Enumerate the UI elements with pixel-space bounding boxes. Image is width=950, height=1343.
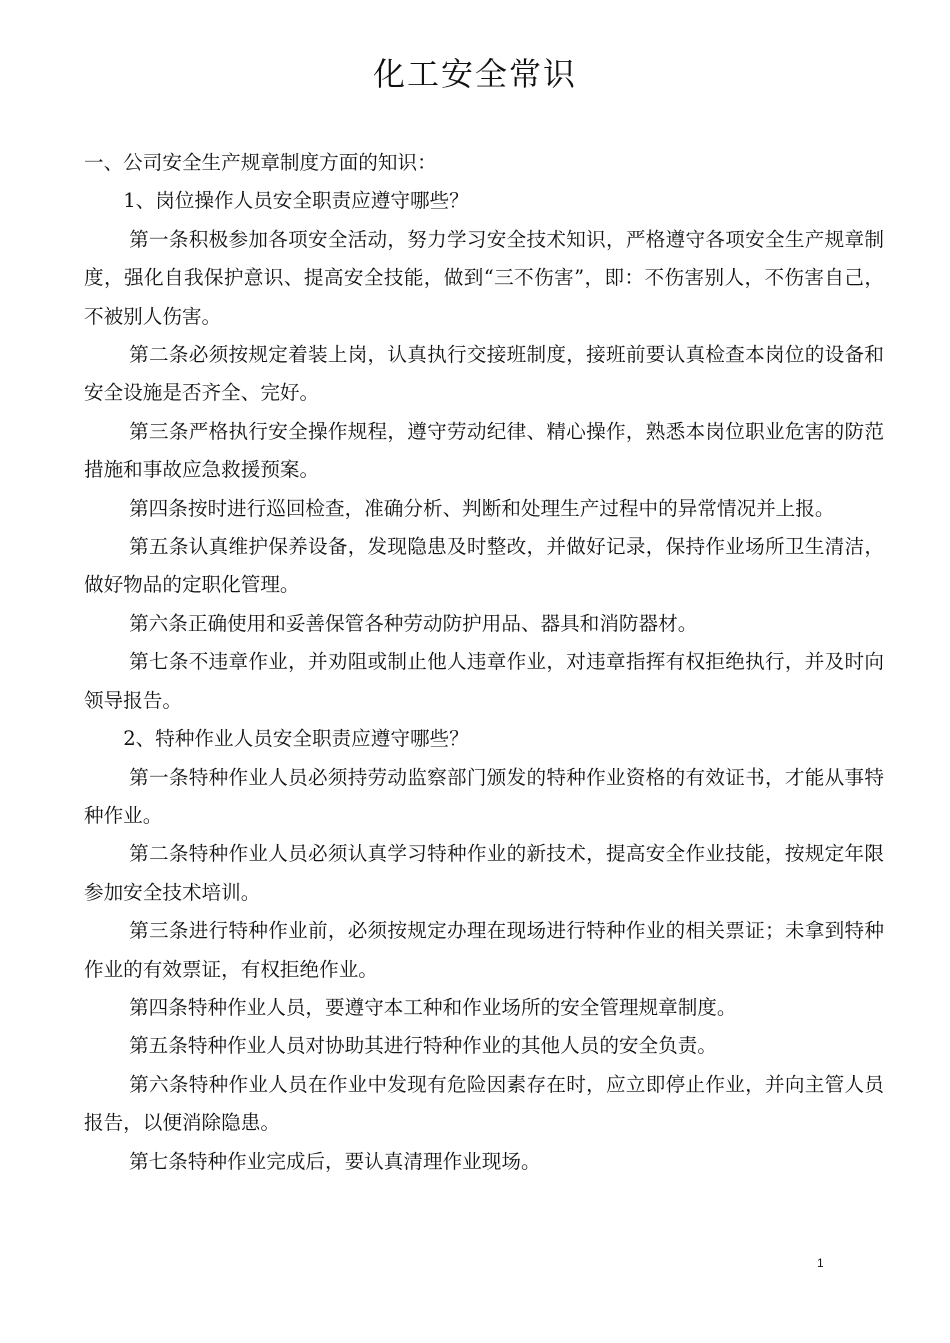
article-paragraph: 第七条特种作业完成后，要认真清理作业现场。 [129,1149,541,1173]
article-paragraph: 第一条积极参加各项安全活动，努力学习安全技术知识，严格遵守各项安全生产规章制度，强化自我保护意识、提高安全技能，做到“三不伤害”，即：不伤害别人，不伤害自己，不被别人伤害。 [84,227,884,328]
article-paragraph: 第二条必须按规定着装上岗，认真执行交接班制度，接班前要认真检查本岗位的设备和安全设施是否齐全、完好。 [84,343,884,405]
article-paragraph: 第一条特种作业人员必须持劳动监察部门颁发的特种作业资格的有效证书，才能从事特种作业。 [84,765,884,827]
article-paragraph: 第七条不违章作业，并劝阻或制止他人违章作业，对违章指挥有权拒绝执行，并及时向领导报告。 [84,650,884,712]
page-title: 化工安全常识 [372,55,577,93]
section-heading: 一、公司安全生产规章制度方面的知识： [84,151,437,174]
article-paragraph: 第三条进行特种作业前，必须按规定办理在现场进行特种作业的相关票证；未拿到特种作业的有效票证，有权拒绝作业。 [84,919,884,981]
question-heading: 2、特种作业人员安全职责应遵守哪些？ [123,727,469,751]
article-paragraph: 第四条特种作业人员，要遵守本工种和作业场所的安全管理规章制度。 [129,995,737,1019]
page-number: 1 [817,1256,824,1270]
document-body [84,144,884,1181]
article-paragraph: 第六条特种作业人员在作业中发现有危险因素存在时，应立即停止作业，并向主管人员报告，以便消除隐患。 [84,1072,884,1135]
article-paragraph: 第三条严格执行安全操作规程，遵守劳动纪律、精心操作，熟悉本岗位职业危害的防范措施和事故应急救援预案。 [84,419,884,482]
article-paragraph: 第六条正确使用和妥善保管各种劳动防护用品、器具和消防器材。 [129,611,698,635]
article-paragraph: 第二条特种作业人员必须认真学习特种作业的新技术，提高安全作业技能，按规定年限参加安全技术培训。 [84,842,884,904]
article-paragraph: 第五条认真维护保养设备，发现隐患及时整改，并做好记录，保持作业场所卫生清洁，做好物品的定职化管理。 [84,535,884,597]
question-heading: 1、岗位操作人员安全职责应遵守哪些？ [123,189,469,213]
article-paragraph: 第四条按时进行巡回检查，准确分析、判断和处理生产过程中的异常情况并上报。 [129,496,835,520]
article-paragraph: 第五条特种作业人员对协助其进行特种作业的其他人员的安全负责。 [129,1034,717,1058]
